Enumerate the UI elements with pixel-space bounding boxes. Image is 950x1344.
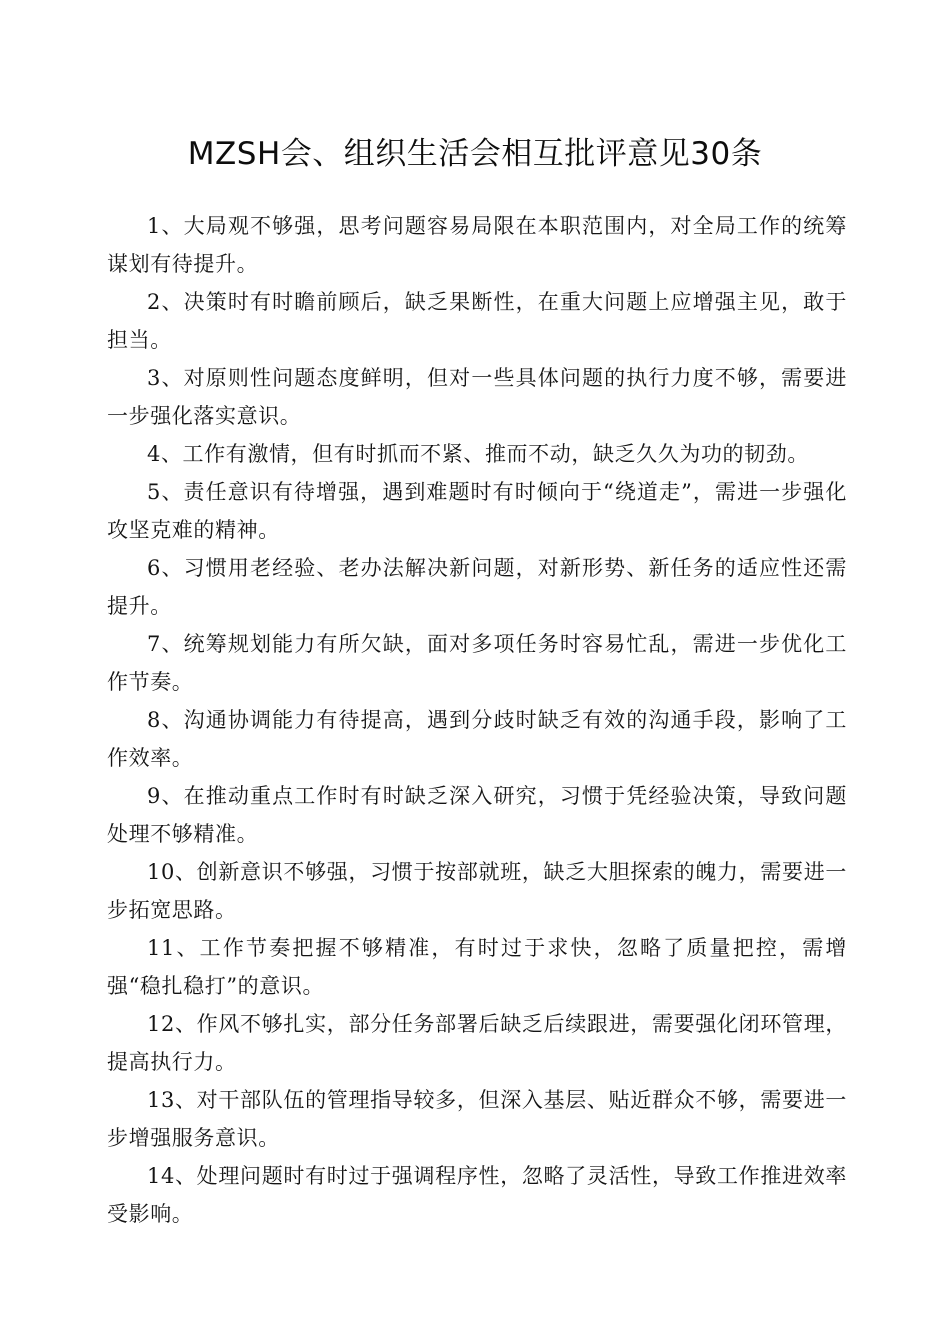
list-item: 3、对原则性问题态度鲜明，但对一些具体问题的执行力度不够，需要进一步强化落实意识。 [107,366,847,428]
document-title: MZSH会、组织生活会相互批评意见30条 [187,136,763,172]
list-item: 2、决策时有时瞻前顾后，缺乏果断性，在重大问题上应增强主见，敢于担当。 [107,290,847,352]
list-item: 12、作风不够扎实，部分任务部署后缺乏后续跟进，需要强化闭环管理，提高执行力。 [107,1012,847,1074]
list-item: 14、处理问题时有时过于强调程序性，忽略了灵活性，导致工作推进效率受影响。 [107,1164,847,1226]
list-item: 8、沟通协调能力有待提高，遇到分歧时缺乏有效的沟通手段，影响了工作效率。 [107,708,847,770]
list-item: 13、对干部队伍的管理指导较多，但深入基层、贴近群众不够，需要进一步增强服务意识。 [107,1088,847,1150]
list-item: 4、工作有激情，但有时抓而不紧、推而不动，缺乏久久为功的韧劲。 [147,442,809,466]
list-item: 6、习惯用老经验、老办法解决新问题，对新形势、新任务的适应性还需提升。 [107,556,847,618]
list-item: 5、责任意识有待增强，遇到难题时有时倾向于“绕道走”，需进一步强化攻坚克难的精神。 [107,480,847,542]
list-item: 11、工作节奏把握不够精准，有时过于求快，忽略了质量把控，需增强“稳扎稳打”的意识。 [107,936,847,998]
list-item: 9、在推动重点工作时有时缺乏深入研究，习惯于凭经验决策，导致问题处理不够精准。 [107,784,847,846]
list-item: 10、创新意识不够强，习惯于按部就班，缺乏大胆探索的魄力，需要进一步拓宽思路。 [107,860,847,922]
list-item: 1、大局观不够强，思考问题容易局限在本职范围内，对全局工作的统筹谋划有待提升。 [107,214,847,276]
list-item: 7、统筹规划能力有所欠缺，面对多项任务时容易忙乱，需进一步优化工作节奏。 [107,632,847,694]
document-body [107,207,847,1233]
